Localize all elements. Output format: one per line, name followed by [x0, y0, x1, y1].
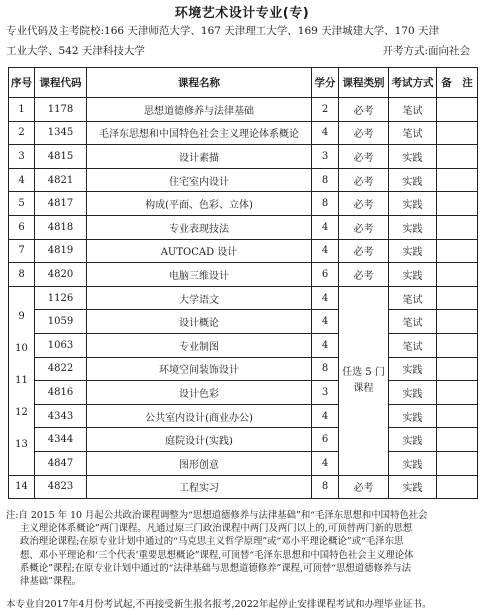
cell-method: 实践	[389, 381, 437, 405]
note-line: 系概论”课程;在原专业计划中通过的“法律基础与思想道德修养”课程,可顶替“思想道德修养与法	[20, 562, 411, 574]
note-line: 注:自 2015 年 10 月起公共政治课程调整为“思想道德修养与法律基础”和“毛泽东思想和中国特色社会	[6, 510, 428, 521]
table-row	[9, 168, 478, 192]
cell-code: 1345	[35, 121, 87, 145]
cell-seq: 1	[9, 98, 35, 122]
cell-code: 1063	[35, 333, 87, 357]
header-method: 考试方式	[389, 68, 437, 98]
discontinuation-notice: 本专业自2017年4月份考试起,不再接受新生报名报考,2022年起停止安排课程考试和办理毕业证书。	[6, 599, 432, 610]
cell-remark	[437, 121, 478, 145]
cell-seq: 14	[9, 475, 35, 499]
institutions-line-2: 工业大学、542 天津科技大学	[6, 45, 145, 57]
note-line: 想、邓小平理论和‘三个代表’重要思想概论”课程,可顶替“毛泽东思想和中国特色社会主义理论体	[20, 549, 414, 561]
table-row	[9, 145, 478, 169]
cell-method: 实践	[389, 168, 437, 192]
table-row	[9, 428, 478, 452]
cell-code: 4823	[35, 475, 87, 499]
cell-method: 实践	[389, 357, 437, 381]
cell-credit: 4	[312, 333, 339, 357]
cell-credit: 4	[312, 451, 339, 475]
cell-code: 4820	[35, 263, 87, 287]
cell-credit: 8	[312, 475, 339, 499]
cell-name: 思想道德修养与法律基础	[87, 98, 312, 122]
seq-label: 11	[15, 374, 28, 386]
cell-remark	[437, 357, 478, 381]
cell-credit: 4	[312, 404, 339, 428]
course-table	[8, 67, 478, 499]
cell-credit: 4	[312, 286, 339, 310]
table-row	[9, 357, 478, 381]
cell-name: 电脑三维设计	[87, 263, 312, 287]
cell-remark	[437, 168, 478, 192]
cell-method: 笔试	[389, 121, 437, 145]
cell-credit: 6	[312, 263, 339, 287]
cell-remark	[437, 404, 478, 428]
cell-credit: 3	[312, 145, 339, 169]
table-row	[9, 98, 478, 122]
note-line: 律基础”课程。	[20, 576, 82, 588]
note-line: 主义理论体系概论”两门课程。凡通过原三门政治课程中两门及两门以上的,可顶替两门新的思想	[20, 523, 413, 535]
cell-seq: 7	[9, 239, 35, 263]
cell-credit: 8	[312, 168, 339, 192]
cell-remark	[437, 263, 478, 287]
cell-category: 必考	[339, 98, 389, 122]
table-row	[9, 192, 478, 216]
cell-code: 4815	[35, 145, 87, 169]
cell-name: AUTOCAD 设计	[87, 239, 312, 263]
table-header-row	[9, 68, 478, 98]
cell-remark	[437, 451, 478, 475]
cell-method: 实践	[389, 215, 437, 239]
cell-seq: 2	[9, 121, 35, 145]
cell-category: 必考	[339, 475, 389, 499]
header-seq: 序号	[9, 68, 35, 98]
cell-method: 实践	[389, 428, 437, 452]
cell-credit: 4	[312, 215, 339, 239]
cell-seq: 6	[9, 215, 35, 239]
note-line: 政治理论课程;在原专业计划中通过的“马克思主义哲学原理”或“邓小平理论概论”或“毛泽东思	[20, 536, 404, 548]
cell-name: 设计概论	[87, 310, 312, 334]
cell-code: 4343	[35, 404, 87, 428]
cell-remark	[437, 310, 478, 334]
table-row	[9, 239, 478, 263]
table-row	[9, 121, 478, 145]
cell-remark	[437, 381, 478, 405]
cell-credit: 4	[312, 310, 339, 334]
cell-remark	[437, 215, 478, 239]
cell-method: 笔试	[389, 333, 437, 357]
cell-category: 必考	[339, 145, 389, 169]
cell-remark	[437, 333, 478, 357]
cell-code: 4822	[35, 357, 87, 381]
cell-remark	[437, 428, 478, 452]
table-row	[9, 310, 478, 334]
header-credit: 学分	[312, 68, 339, 98]
header-category: 课程类别	[339, 68, 389, 98]
cell-method: 实践	[389, 263, 437, 287]
cell-code: 4818	[35, 215, 87, 239]
elective-seq-cell	[9, 286, 35, 475]
cell-category: 必考	[339, 215, 389, 239]
cell-category: 必考	[339, 121, 389, 145]
elective-category: 任选 5 门课程	[339, 286, 389, 475]
cell-code: 4819	[35, 239, 87, 263]
cell-remark	[437, 286, 478, 310]
seq-label: 9	[18, 311, 25, 323]
seq-label: 12	[15, 406, 28, 418]
cell-credit: 4	[312, 121, 339, 145]
cell-name: 专业制图	[87, 333, 312, 357]
cell-code: 4817	[35, 192, 87, 216]
table-row	[9, 475, 478, 499]
cell-category: 必考	[339, 168, 389, 192]
cell-remark	[437, 145, 478, 169]
cell-name: 构成(平面、色彩、立体)	[87, 192, 312, 216]
cell-method: 实践	[389, 239, 437, 263]
cell-credit: 8	[312, 192, 339, 216]
cell-seq: 3	[9, 145, 35, 169]
cell-method: 笔试	[389, 310, 437, 334]
cell-credit: 3	[312, 381, 339, 405]
table-row	[9, 451, 478, 475]
institutions-line-1: 专业代码及主考院校:166 天津师范大学、167 天津理工大学、169 天津城建大学、170 天津	[6, 25, 440, 37]
header-code: 课程代码	[35, 68, 87, 98]
page-title: 环境艺术设计专业(专)	[174, 6, 310, 21]
cell-method: 实践	[389, 475, 437, 499]
table-row	[9, 286, 478, 310]
cell-credit: 2	[312, 98, 339, 122]
cell-method: 实践	[389, 451, 437, 475]
cell-name: 环境空间装饰设计	[87, 357, 312, 381]
cell-name: 图形创意	[87, 451, 312, 475]
cell-code: 4821	[35, 168, 87, 192]
cell-remark	[437, 475, 478, 499]
cell-method: 实践	[389, 145, 437, 169]
cell-seq: 4	[9, 168, 35, 192]
cell-name: 庭院设计(实践)	[87, 428, 312, 452]
cell-seq: 5	[9, 192, 35, 216]
cell-credit: 8	[312, 357, 339, 381]
cell-name: 工程实习	[87, 475, 312, 499]
cell-method: 实践	[389, 192, 437, 216]
cell-method: 笔试	[389, 286, 437, 310]
cell-code: 1126	[35, 286, 87, 310]
cell-code: 1178	[35, 98, 87, 122]
cell-name: 设计色彩	[87, 381, 312, 405]
table-row	[9, 381, 478, 405]
cell-name: 住宅室内设计	[87, 168, 312, 192]
cell-credit: 6	[312, 428, 339, 452]
cell-name: 毛泽东思想和中国特色社会主义理论体系概论	[87, 121, 312, 145]
cell-name: 设计素描	[87, 145, 312, 169]
exam-mode: 开考方式:面向社会	[382, 45, 470, 57]
cell-name: 专业表现技法	[87, 215, 312, 239]
header-remark: 备 注	[437, 68, 478, 98]
header-name: 课程名称	[87, 68, 312, 98]
notes	[6, 509, 480, 588]
cell-code: 4344	[35, 428, 87, 452]
cell-remark	[437, 192, 478, 216]
cell-method: 实践	[389, 404, 437, 428]
cell-credit: 4	[312, 239, 339, 263]
cell-seq: 8	[9, 263, 35, 287]
cell-code: 4816	[35, 381, 87, 405]
cell-remark	[437, 239, 478, 263]
cell-method: 笔试	[389, 98, 437, 122]
cell-code: 4847	[35, 451, 87, 475]
seq-label: 13	[15, 438, 28, 450]
table-row	[9, 404, 478, 428]
table-row	[9, 215, 478, 239]
cell-category: 必考	[339, 263, 389, 287]
cell-category: 必考	[339, 192, 389, 216]
table-row	[9, 263, 478, 287]
table-row	[9, 333, 478, 357]
cell-name: 大学语文	[87, 286, 312, 310]
cell-name: 公共室内设计(商业办公)	[87, 404, 312, 428]
cell-remark	[437, 98, 478, 122]
seq-label: 10	[15, 343, 28, 355]
cell-category: 必考	[339, 239, 389, 263]
cell-code: 1059	[35, 310, 87, 334]
